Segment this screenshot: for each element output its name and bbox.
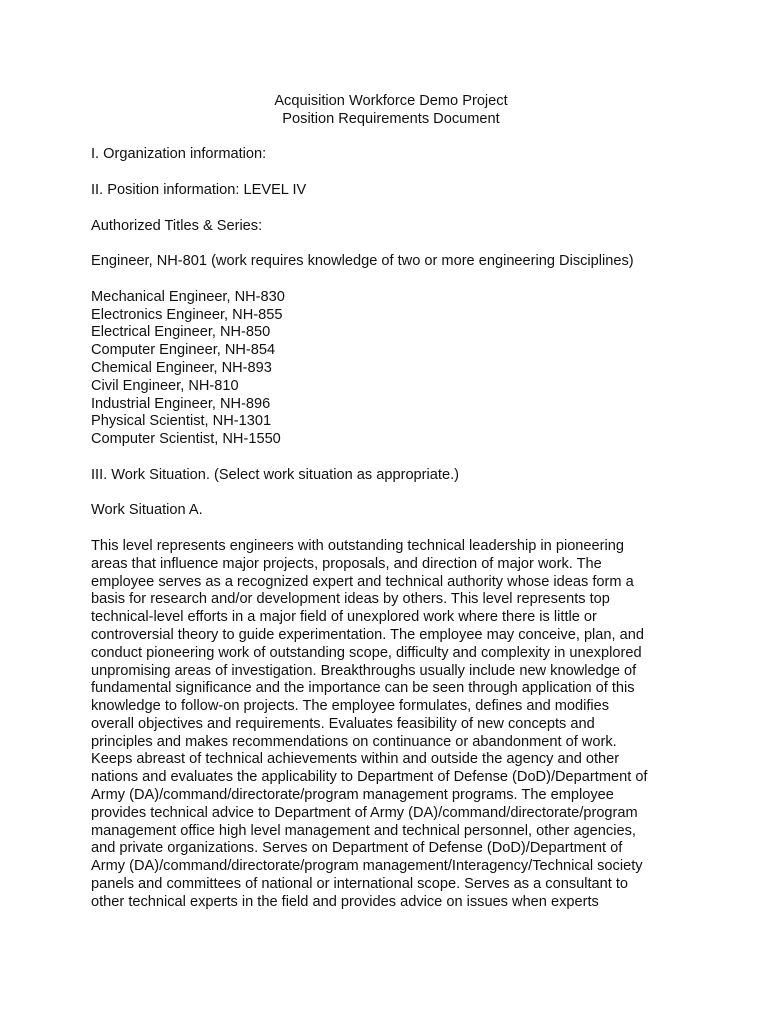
body-line: areas that influence major projects, proposals, and direction of major work. The xyxy=(91,555,602,572)
body-line: conduct pioneering work of outstanding scope, difficulty and complexity in unexplored xyxy=(91,644,642,661)
series-list xyxy=(91,289,691,449)
authorized-titles-heading: Authorized Titles & Series: xyxy=(91,217,263,234)
section-position: II. Position information: LEVEL IV xyxy=(91,181,307,198)
body-line: provides technical advice to Department of Army (DA)/command/directorate/program xyxy=(91,804,638,821)
series-item: Physical Scientist, NH-1301 xyxy=(91,413,272,430)
title-line-2: Position Requirements Document xyxy=(282,110,500,127)
series-item: Electrical Engineer, NH-850 xyxy=(91,324,271,341)
series-item: Computer Scientist, NH-1550 xyxy=(91,431,281,448)
body-line: Keeps abreast of technical achievements within and outside the agency and other xyxy=(91,751,620,768)
body-line: nations and evaluates the applicability to Department of Defense (DoD)/Department of xyxy=(91,769,648,786)
document-page xyxy=(91,93,691,912)
body-line: management office high level management and technical personnel, other agencies, xyxy=(91,822,636,839)
body-line: and private organizations. Serves on Department of Defense (DoD)/Department of xyxy=(91,840,623,857)
body-line: controversial theory to guide experimentation. The employee may conceive, plan, and xyxy=(91,626,644,643)
body-line: knowledge to follow-on projects. The employee formulates, defines and modifies xyxy=(91,698,610,715)
work-situation-a-heading: Work Situation A. xyxy=(91,502,203,519)
body-line: unpromising areas of investigation. Breakthroughs usually include new knowledge of xyxy=(91,662,637,679)
body-line: other technical experts in the field and provides advice on issues when experts xyxy=(91,893,599,910)
series-item: Chemical Engineer, NH-893 xyxy=(91,359,272,376)
body-line: Army (DA)/command/directorate/program management/Interagency/Technical society xyxy=(91,858,643,875)
body-line: panels and committees of national or international scope. Serves as a consultant to xyxy=(91,876,629,893)
work-situation-a-body xyxy=(91,538,691,912)
series-item: Civil Engineer, NH-810 xyxy=(91,377,239,394)
title-line-1: Acquisition Workforce Demo Project xyxy=(274,93,508,109)
series-item: Electronics Engineer, NH-855 xyxy=(91,306,283,323)
document-title xyxy=(91,93,691,129)
engineer-general-series: Engineer, NH-801 (work requires knowledge of two or more engineering Disciplines) xyxy=(91,253,634,270)
body-line: This level represents engineers with outstanding technical leadership in pioneering xyxy=(91,537,624,554)
work-situation-heading: III. Work Situation. (Select work situation as appropriate.) xyxy=(91,466,459,483)
body-line: employee serves as a recognized expert and technical authority whose ideas form a xyxy=(91,573,634,590)
section-organization: I. Organization information: xyxy=(91,146,267,163)
body-line: principles and makes recommendations on continuance or abandonment of work. xyxy=(91,733,617,750)
body-line: technical-level efforts in a major field of unexplored work where there is little or xyxy=(91,609,597,626)
body-line: Army (DA)/command/directorate/program management programs. The employee xyxy=(91,787,614,804)
body-line: fundamental significance and the importance can be seen through application of this xyxy=(91,680,635,697)
series-item: Computer Engineer, NH-854 xyxy=(91,342,276,359)
series-item: Industrial Engineer, NH-896 xyxy=(91,395,271,412)
body-line: basis for research and/or development ideas by others. This level represents top xyxy=(91,591,610,608)
series-item: Mechanical Engineer, NH-830 xyxy=(91,288,285,305)
body-line: overall objectives and requirements. Evaluates feasibility of new concepts and xyxy=(91,715,595,732)
